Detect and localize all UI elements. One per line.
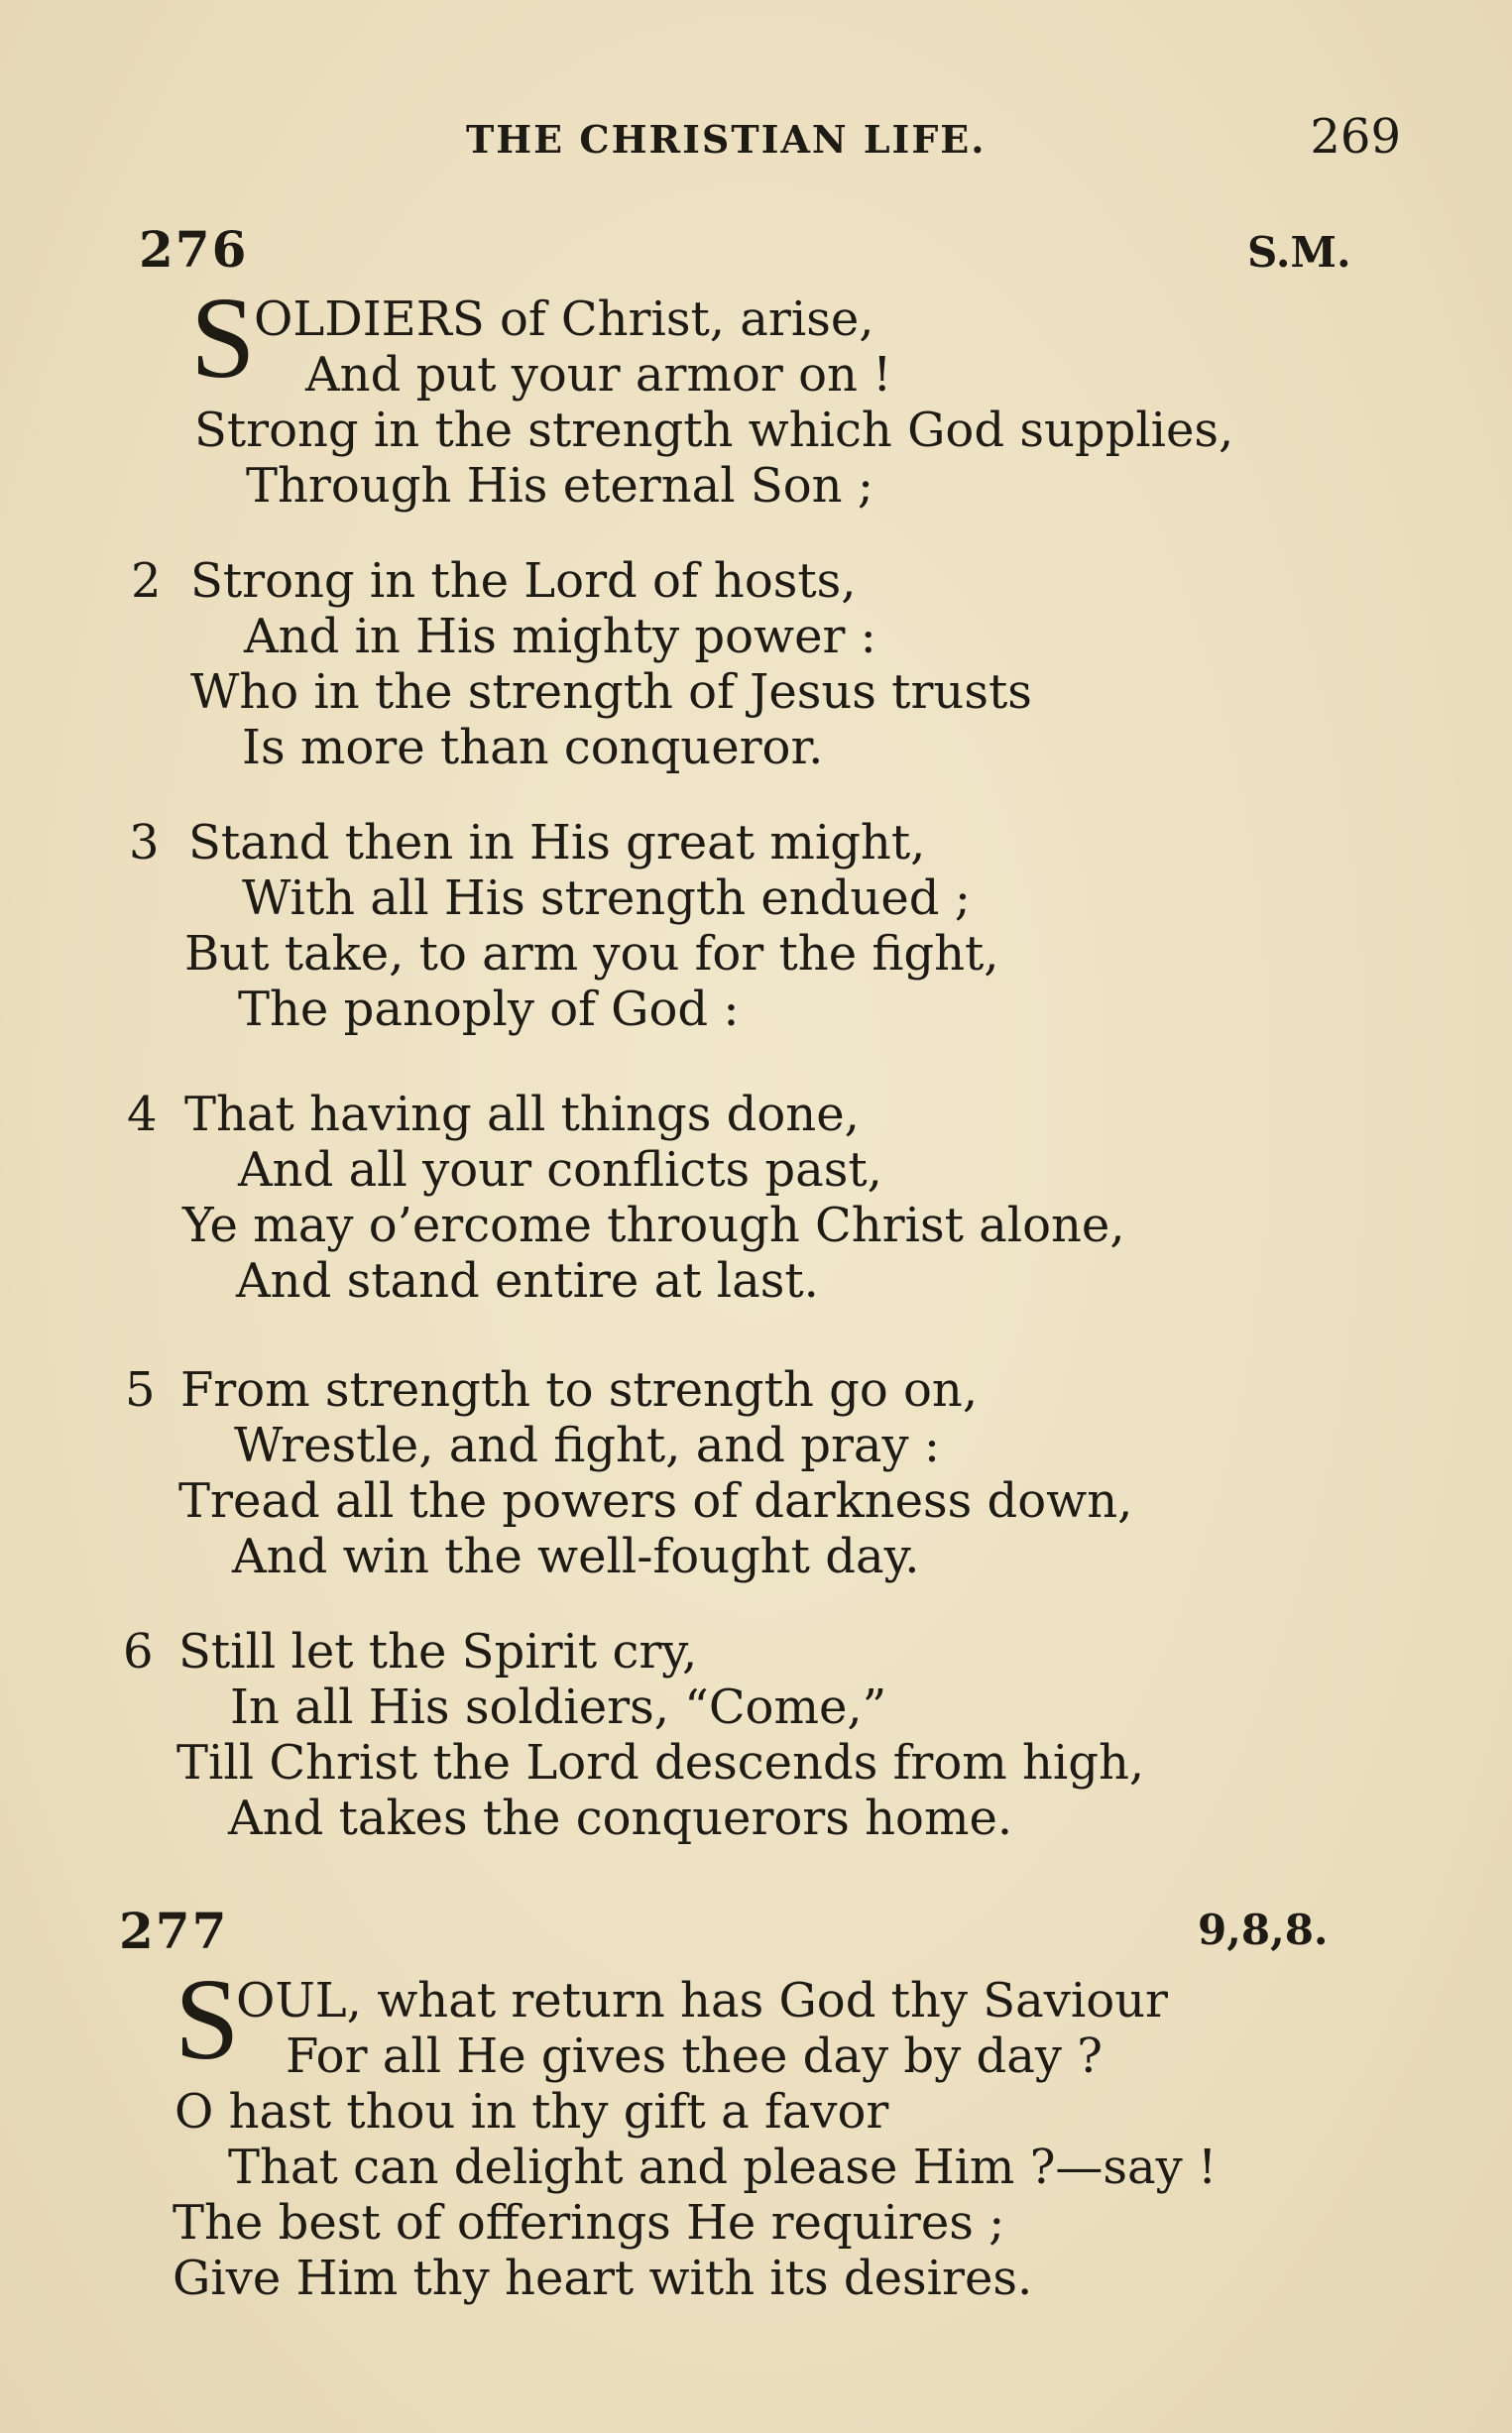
verse-line: Through His eternal Son ; [246,458,873,514]
verse-line: And put your armor on ! [305,347,892,403]
verse-line: With all His strength endued ; [242,870,971,926]
verse-line: From strength to strength go on, [180,1362,979,1418]
verse-line: Till Christ the Lord descends from high, [176,1735,1145,1791]
verse-line: The panoply of God : [238,982,740,1037]
verse-number: 2 [131,553,162,609]
verse-line: O hast thou in thy gift a favor [174,2084,889,2140]
verse-line: Wrestle, and fight, and pray : [234,1418,941,1473]
verse-line: Is more than conqueror. [242,720,824,775]
verse-line: For all He gives thee day by day ? [286,2028,1103,2084]
verse-line: Tread all the powers of darkness down, [178,1473,1133,1529]
verse-number: 3 [129,815,160,870]
verse-line: In all His soldiers, “Come,” [230,1680,887,1735]
verse-number: 5 [125,1362,156,1418]
hymn-meter: 9,8,8. [1198,1906,1329,1954]
verse-line: And in His mighty power : [244,609,876,664]
verse-line: The best of offerings He requires ; [173,2195,1005,2251]
verse-line: Who in the strength of Jesus trusts [190,664,1032,720]
verse-line: But take, to arm you for the fight, [184,926,999,982]
drop-cap: S [174,1954,240,2084]
verse-line: OUL, what return has God thy Saviour [236,1973,1168,2028]
verse-line: OLDIERS of Christ, arise, [254,291,874,347]
verse-line: And takes the conquerors home. [228,1791,1013,1846]
hymn-meter: S.M. [1247,228,1351,277]
verse-line: And win the well-fought day. [232,1529,920,1584]
verse-line: Strong in the Lord of hosts, [190,553,857,609]
verse-number: 6 [123,1624,154,1680]
hymn-number: 276 [139,220,249,279]
verse-line: Still let the Spirit cry, [178,1624,698,1680]
verse-line: And stand entire at last. [236,1253,819,1309]
running-title: THE CHRISTIAN LIFE. [466,117,987,162]
drop-cap: S [190,273,256,403]
verse-line: Strong in the strength which God supplies, [194,403,1234,458]
verse-number: 4 [127,1087,158,1142]
page-number: 269 [1310,109,1401,165]
verse-line: And all your conflicts past, [238,1142,882,1198]
verse-line: That can delight and please Him ?—say ! [228,2140,1218,2195]
verse-line: That having all things done, [184,1087,860,1142]
verse-line: Give Him thy heart with its desires. [173,2251,1033,2306]
hymn-number: 277 [119,1902,229,1960]
verse-line: Ye may o’ercome through Christ alone, [182,1198,1125,1253]
verse-line: Stand then in His great might, [188,815,926,870]
